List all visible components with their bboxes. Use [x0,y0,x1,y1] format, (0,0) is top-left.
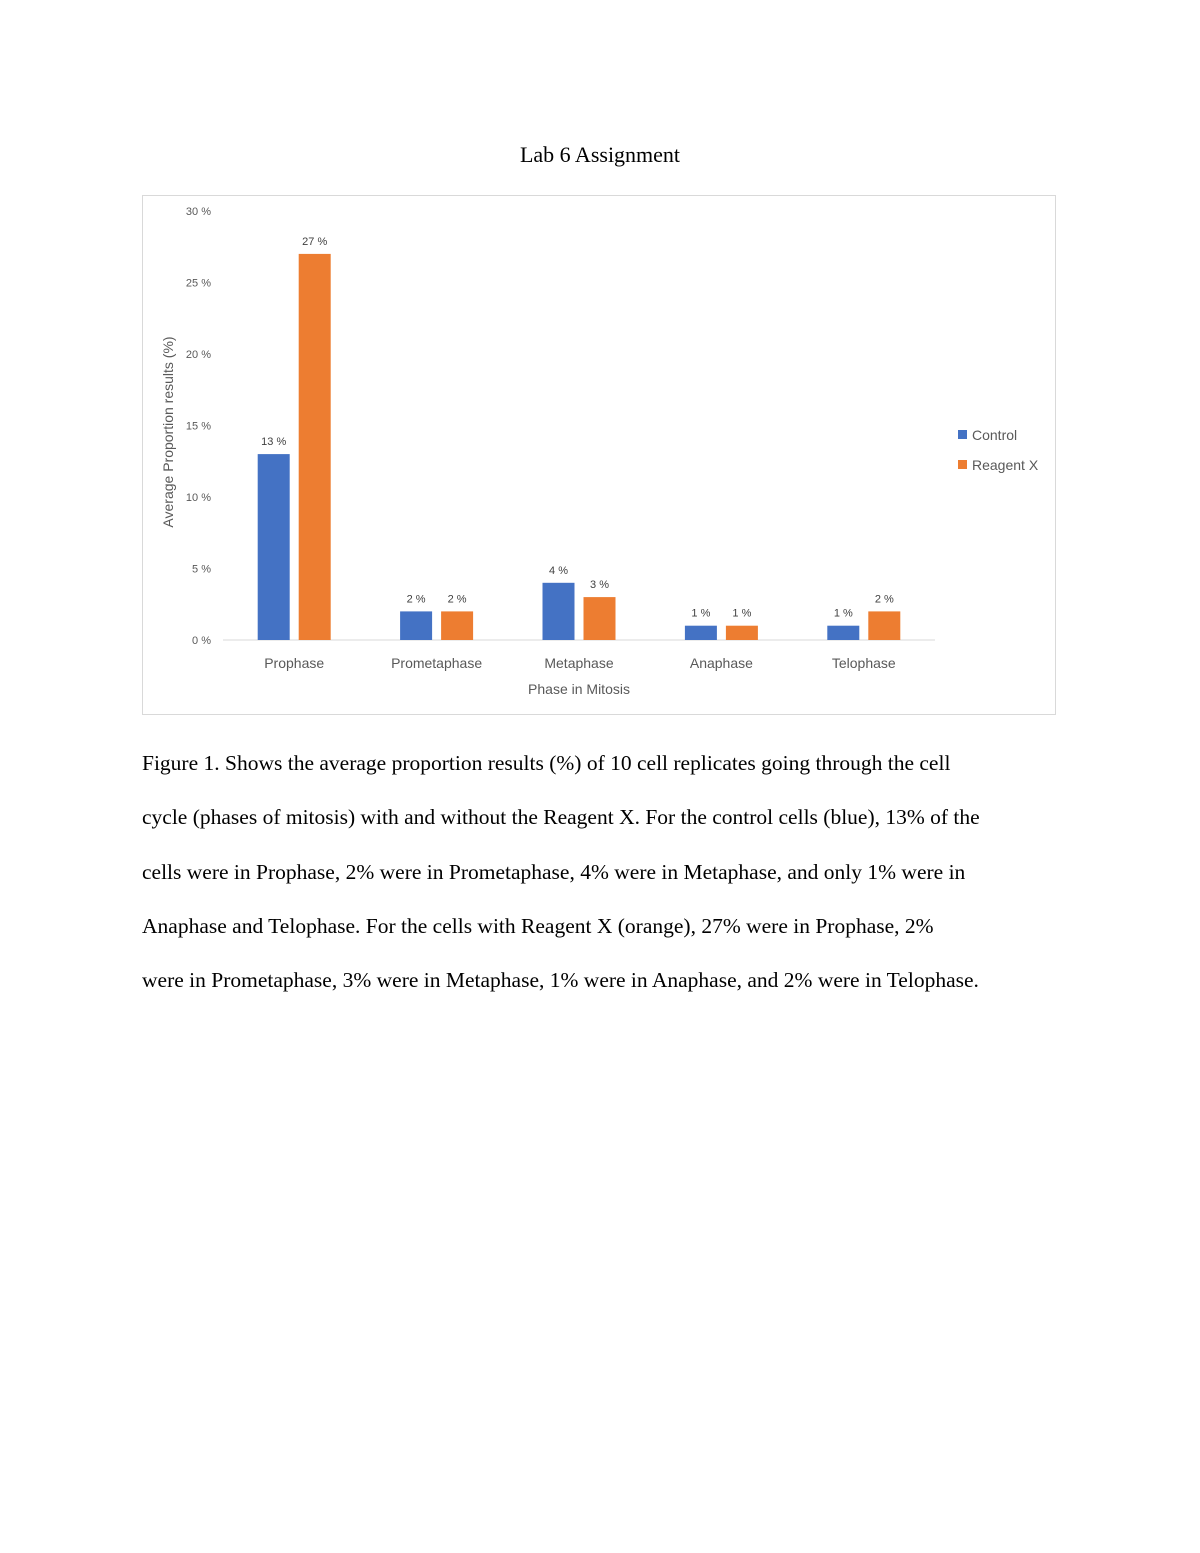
bar-chart [143,196,1057,716]
legend-swatch [958,460,967,469]
y-tick-label: 25 % [185,277,211,290]
x-tick-label: Prophase [264,655,325,671]
x-tick-label: Prometaphase [391,655,483,671]
data-label: 27 % [302,235,328,248]
y-tick-label: 20 % [185,349,211,361]
y-tick-label: 30 % [185,206,211,218]
bar-reagent-x [441,611,473,640]
figure-caption [142,736,1072,1007]
x-tick-label: Anaphase [689,655,753,671]
legend-label: Reagent X [972,457,1039,473]
data-label: 2 % [447,593,467,606]
legend [958,427,1039,473]
bar-control [543,583,575,640]
y-tick-label: 5 % [192,563,211,576]
data-labels [261,236,894,620]
data-label: 3 % [590,579,609,592]
y-axis-ticks [186,206,211,647]
caption-line: were in Prometaphase, 3% were in Metaphase, 1% were in Anaphase, and 2% were in Telophase. [142,968,979,993]
x-tick-label: Metaphase [544,655,614,671]
data-label: 1 % [833,607,853,620]
y-tick-label: 15 % [185,420,211,433]
caption-line: Anaphase and Telophase. For the cells with Reagent X (orange), 27% were in Prophase, 2% [142,913,934,938]
bars [258,254,901,640]
bar-control [827,626,859,640]
bar-reagent-x [868,611,900,640]
y-axis-title: Average Proportion results (%) [160,336,176,528]
data-label: 1 % [732,607,752,620]
x-axis-ticks [264,655,896,671]
data-label: 2 % [874,593,894,606]
bar-reagent-x [726,626,758,640]
data-label: 2 % [406,593,426,606]
bar-control [258,454,290,640]
page-title: Lab 6 Assignment [519,142,681,167]
bar-reagent-x [584,597,616,640]
bar-control [400,611,432,640]
data-label: 1 % [691,607,711,620]
x-axis-title: Phase in Mitosis [528,681,630,697]
x-tick-label: Telophase [831,655,896,671]
caption-line: Figure 1. Shows the average proportion results (%) of 10 cell replicates going through the cell [142,751,951,775]
caption-line: cycle (phases of mitosis) with and without the Reagent X. For the control cells (blue), 13% of the [142,805,980,830]
legend-swatch [958,430,967,439]
bar-control [685,626,717,640]
data-label: 13 % [261,436,287,449]
y-tick-label: 0 % [192,635,211,647]
legend-label: Control [972,427,1018,443]
chart-area [142,195,1056,715]
caption-line: cells were in Prophase, 2% were in Prometaphase, 4% were in Metaphase, and only 1% were in [142,859,966,884]
data-label: 4 % [549,564,568,577]
bar-reagent-x [299,254,331,640]
y-tick-label: 10 % [185,492,211,504]
